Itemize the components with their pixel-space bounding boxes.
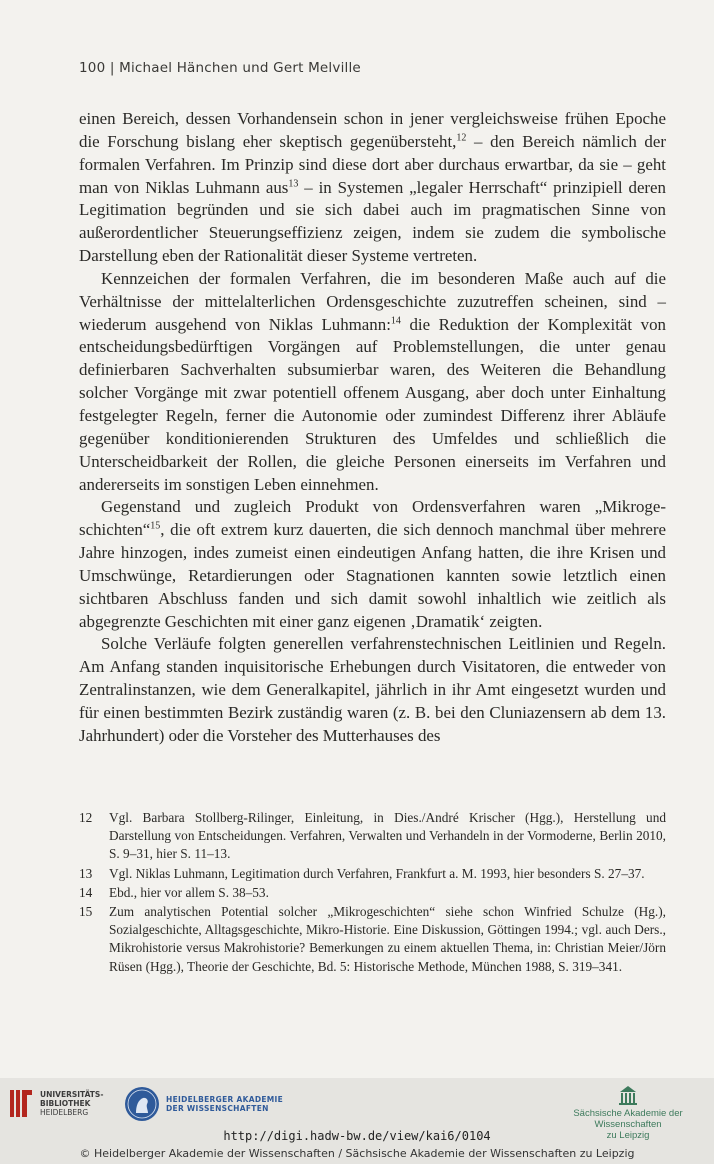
- footnotes: [79, 809, 666, 977]
- running-head: 100 | Michael Hänchen und Gert Melville: [79, 60, 361, 76]
- saw-leipzig-logo[interactable]: Sächsische Akademie der Wissenschaften zu Leipzig: [553, 1084, 703, 1141]
- footnote-ref-14[interactable]: 14: [390, 314, 401, 326]
- body-text: [79, 108, 666, 748]
- paragraph-4: Solche Verläufe folgten generellen verfahrenstechnischen Leitlinien und Regeln. Am Anfang standen inquisitorische Erhebungen durch Visitatoren, die entweder von Zentralinstanzen, wie dem Generalkapitel, jährlich in ihr Amt eingesetzt wurden und für einen bestimmten Bezirk zuständig waren (z. B. bei den Cluniazensern ab dem 13. Jahrhundert) oder die Vorsteher des Mutterhauses des: [79, 634, 666, 745]
- ub-logo-icon: [8, 1087, 34, 1119]
- footnote-13: 13 Vgl. Niklas Luhmann, Legitimation durch Verfahren, Frankfurt a. M. 1993, hier besonders S. 27–37.: [79, 865, 645, 881]
- copyright-notice: © Heidelberger Akademie der Wissenschaften / Sächsische Akademie der Wissenschaften zu Leipzig: [79, 1147, 635, 1160]
- footer-bar: [0, 1078, 714, 1164]
- footnote-12: 12 Vgl. Barbara Stollberg-Rilinger, Einleitung, in Dies./André Krischer (Hgg.), Herstellung und Darstellung von Entscheidungen. Verfahren, Verwalten und Verhandeln in der Vormoderne, Berlin 2010, S. 9–31, hier S. 11–13.: [79, 810, 666, 862]
- hadw-seal-icon: [124, 1086, 160, 1122]
- permalink-url[interactable]: http://digi.hadw-bw.de/view/kai6/0104: [223, 1129, 491, 1143]
- footnote-14: 14 Ebd., hier vor allem S. 38–53.: [79, 884, 269, 900]
- footnote-ref-15[interactable]: 15: [150, 520, 161, 532]
- paragraph-1: einen Bereich, dessen Vorhandensein schon in jener vergleichsweise frühen Epoche die Forschung bislang eher skeptisch gegenübersteht,$^{12}$ – den Bereich nämlich der formalen Verfahren. Im Prinzip sind diese dort aber durchaus erwartbar, da sie – geht man von Niklas Luhmann aus$^{13}$ – in Systemen „legaler Herrschaft“ prinzipiell deren Legitimation begründen und sie sich dabei auch im pragmatischen Sinne von außerordentlicher Steuerungseffizienz zeigen, indem sie zudem die symbolische Darstellung eben der Rationalität dieser Systeme vertreten.: [79, 109, 667, 266]
- paragraph-2: Kennzeichen der formalen Verfahren, die im besonderen Maße auch auf die Verhältnisse der mittelalterlichen Ordensgeschichte zuzutreffen scheinen, sind – wiederum ausgehend von Niklas Luhmann:$^{14}$ die Reduktion der Komplexität von entscheidungsbedürftigen Vorgängen auf Problemstellungen, die unter genau definierbaren Sachverhalten subsumierbar waren, des Weiteren die Behandlung solcher Vorgänge mit zwar potentiell offenem Ausgang, aber doch unter Einhaltung festgelegter Regeln, ferner die Autonomie oder zumindest Differenz ihrer Abläufe gegenüber konditionierenden Strukturen des Umfeldes und schließlich die Unterscheidbarkeit der Rollen, die gleiche Personen einerseits im Verfahren und andererseits im sonstigen Leben einnehmen.: [79, 268, 666, 494]
- ub-heidelberg-logo[interactable]: UNIVERSITÄTS- BIBLIOTHEK HEIDELBERG: [8, 1087, 103, 1119]
- hadw-logo[interactable]: HEIDELBERGER AKADEMIE DER WISSENSCHAFTEN: [124, 1086, 283, 1122]
- footnote-ref-13[interactable]: 13: [288, 177, 299, 189]
- footnote-15: 15 Zum analytischen Potential solcher „Mikrogeschichten“ siehe schon Winfried Schulze (Hg.), Sozialgeschichte, Alltagsgeschichte, Mikro-Historie. Eine Diskussion, Göttingen 1994.; vgl. auch Ders., Mikrohistorie versus Makrohistorie? Bemerkungen zu einem aktuellen Thema, in: Christian Meier/Jörn Rüsen (Hgg.), Theorie der Geschichte, Bd. 5: Historische Methode, München 1988, S. 319–341.: [79, 904, 666, 974]
- paragraph-3: Gegenstand und zugleich Produkt von Ordensverfahren waren „Mikrogeschichten“$^{15}$, die oft extrem kurz dauerten, die sich dennoch manchmal über mehrere Jahre hinzogen, indes zumeist einen eindeutigen Anfang hatten, die ihre Krisen und Umschwünge, Retardierungen oder Stagnationen kannten sowie letztlich einen sichtbaren Abschluss fanden und sich damit sowohl inhaltlich wie zeitlich als abgegrenzte Geschichten mit einer ganz eigenen ‚Dramatik‘ zeigten.: [79, 497, 666, 631]
- saw-building-icon: [618, 1084, 638, 1106]
- footnote-ref-12[interactable]: 12: [456, 132, 467, 144]
